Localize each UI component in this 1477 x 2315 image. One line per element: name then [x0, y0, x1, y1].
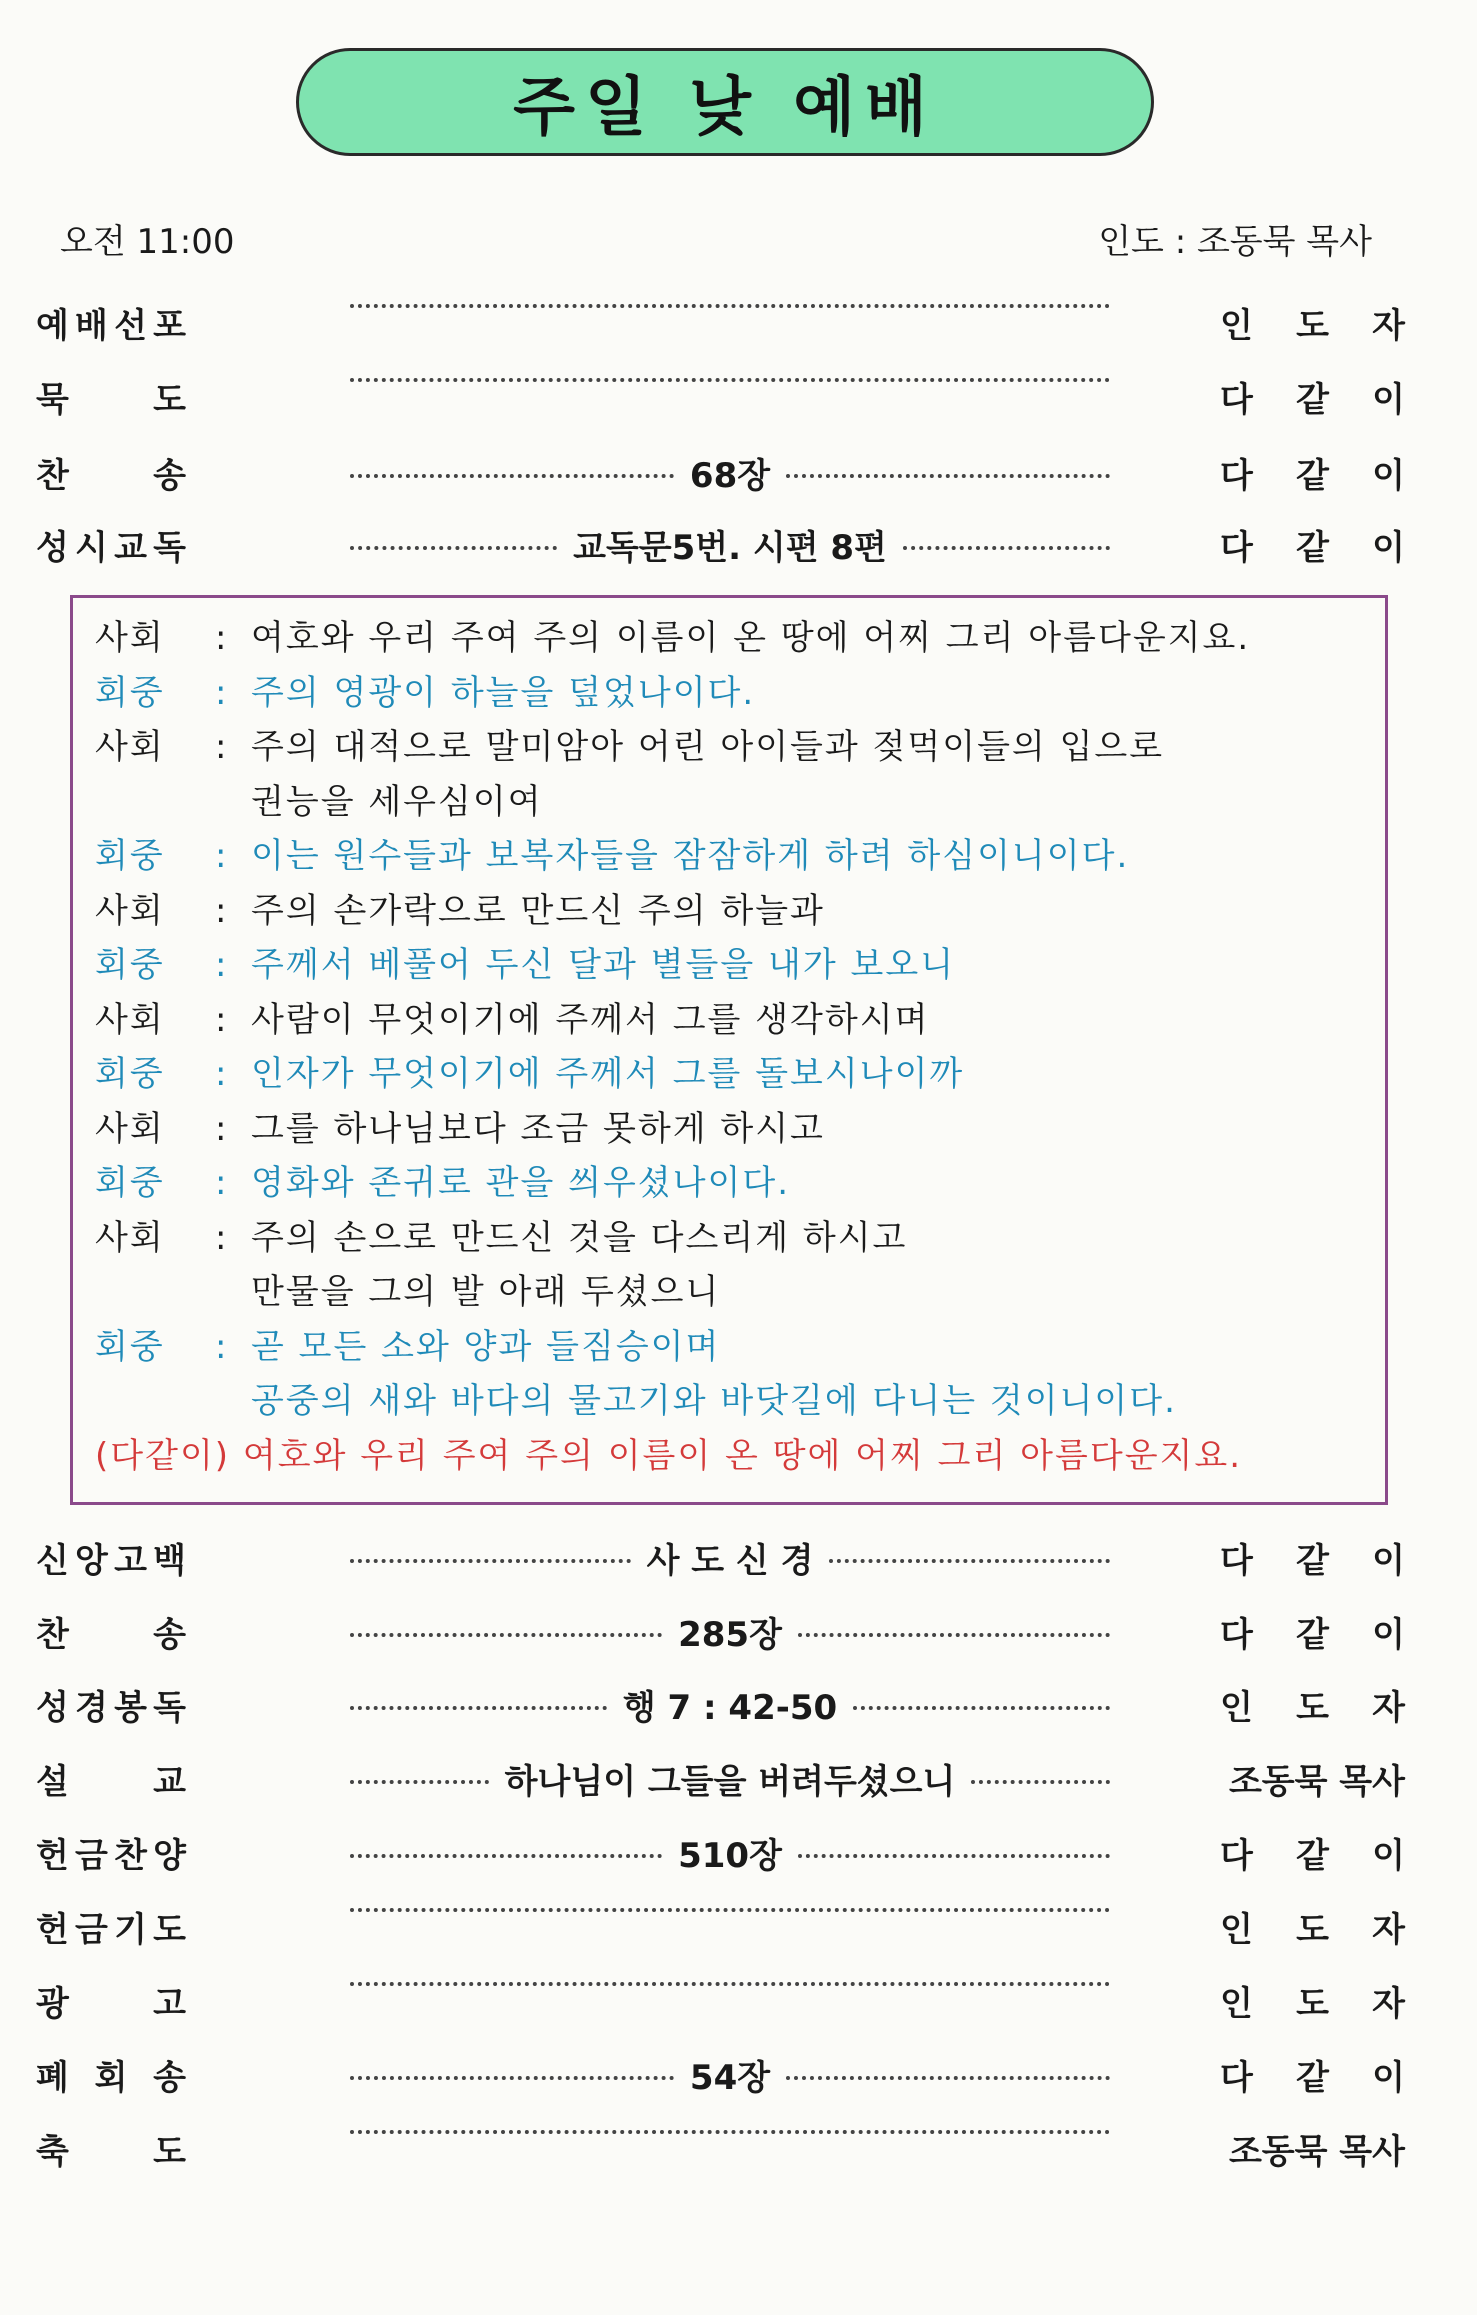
order-who	[1220, 520, 1405, 569]
order-who-char: 자	[1372, 1688, 1405, 1728]
page-title: 주일 낮 예배	[513, 71, 937, 145]
dot-leader	[350, 1854, 662, 1858]
order-leaders	[350, 1607, 1110, 1656]
order-item	[0, 372, 1477, 422]
order-who	[1220, 372, 1405, 421]
reading-text: 권능을 세우심이여	[251, 781, 543, 822]
order-who	[1220, 1680, 1405, 1729]
service-time: 오전 11:00	[60, 222, 235, 262]
order-who-char: 자	[1372, 1910, 1405, 1950]
leader-line	[95, 610, 1250, 660]
order-leaders	[350, 372, 1110, 382]
dot-leader	[350, 2130, 1110, 2134]
order-who-char: 이	[1372, 528, 1405, 568]
order-leaders	[350, 1680, 1110, 1729]
order-label-char: 봉	[114, 1688, 147, 1728]
dot-leader	[829, 1559, 1110, 1563]
order-who-char: 같	[1296, 1541, 1329, 1581]
order-who	[1220, 1533, 1405, 1582]
service-header	[0, 214, 1477, 264]
order-who-char: 도	[1296, 1688, 1329, 1728]
unison-line	[95, 1428, 1242, 1478]
congregation-line	[95, 1319, 720, 1369]
order-who-char: 같	[1296, 528, 1329, 568]
dot-leader	[350, 1559, 631, 1563]
responsive-reading-box	[70, 595, 1388, 1505]
speaker-colon: :	[215, 1108, 229, 1149]
order-label-char: 성	[36, 528, 69, 568]
order-detail: 교독문5번. 시편 8편	[573, 528, 887, 568]
order-label-char: 도	[153, 1910, 186, 1950]
order-who-char: 이	[1372, 456, 1405, 496]
order-label	[36, 2124, 186, 2173]
reading-text: 주의 대적으로 말미암아 어린 아이들과 젖먹이들의 입으로	[251, 727, 1165, 767]
speaker-colon: :	[215, 618, 229, 658]
order-item	[0, 1680, 1477, 1730]
order-detail: 68장	[689, 456, 771, 496]
reading-text: 주께서 베풀어 두신 달과 별들을 내가 보오니	[251, 945, 956, 985]
order-item	[0, 1607, 1477, 1657]
order-who-char: 이	[1372, 1541, 1405, 1581]
order-label-char: 광	[36, 1984, 69, 2024]
congregation-line	[95, 828, 1129, 878]
speaker-colon: :	[215, 945, 229, 985]
speaker-label: 사회	[95, 727, 165, 767]
order-leaders	[350, 298, 1110, 308]
order-item	[0, 520, 1477, 570]
order-detail: 사 도 신 경	[646, 1541, 814, 1581]
order-label	[36, 298, 186, 347]
reading-text: 그를 하나님보다 조금 못하게 하시고	[251, 1108, 825, 1149]
congregation-line	[95, 1155, 790, 1205]
order-item	[0, 2050, 1477, 2100]
order-who	[1220, 2050, 1405, 2099]
dot-leader	[350, 1706, 607, 1710]
order-who-char: 같	[1296, 1836, 1329, 1876]
dot-leader	[903, 546, 1110, 550]
congregation-line	[95, 665, 755, 715]
order-detail: 54장	[689, 2058, 771, 2098]
order-who-char: 인	[1220, 1984, 1253, 2024]
order-label-char: 예	[36, 306, 69, 346]
order-item	[0, 1533, 1477, 1583]
reading-text: 주의 영광이 하늘을 덮었나이다.	[251, 672, 756, 713]
speaker-label: 사회	[95, 999, 165, 1040]
congregation-line	[95, 1373, 1177, 1423]
order-label-char: 고	[114, 1541, 147, 1581]
speaker-colon: :	[215, 890, 229, 931]
dot-leader	[786, 2076, 1110, 2080]
order-who-char: 이	[1372, 2058, 1405, 2098]
order-item	[0, 448, 1477, 498]
order-label	[36, 1533, 186, 1582]
order-label-char: 선	[114, 306, 147, 346]
order-leaders	[350, 1533, 1110, 1582]
order-label-char: 찬	[36, 456, 69, 496]
speaker-label: 사회	[95, 1217, 165, 1258]
order-who-char: 자	[1372, 306, 1405, 346]
order-label-char: 독	[153, 528, 186, 568]
order-label-char: 송	[153, 2058, 186, 2098]
speaker-colon: :	[215, 672, 229, 713]
order-label	[36, 1680, 186, 1729]
order-label-char: 묵	[36, 380, 69, 420]
order-label-char: 축	[36, 2132, 69, 2172]
order-label-char: 교	[153, 1762, 186, 1802]
order-label-char: 독	[153, 1688, 186, 1728]
reading-text: 사람이 무엇이기에 주께서 그를 생각하시며	[251, 999, 930, 1040]
speaker-label: 사회	[95, 890, 165, 931]
order-item	[0, 1976, 1477, 2026]
order-who-char: 같	[1296, 380, 1329, 420]
order-label-char: 포	[153, 306, 186, 346]
order-item	[0, 1902, 1477, 1952]
order-who-char: 이	[1372, 1615, 1405, 1655]
order-who-char: 자	[1372, 1984, 1405, 2024]
speaker-colon: :	[215, 1217, 229, 1258]
dot-leader	[350, 378, 1110, 382]
order-who	[1220, 1828, 1405, 1877]
speaker-label: 회중	[95, 836, 165, 876]
order-leaders	[350, 448, 1110, 497]
reading-text: 인자가 무엇이기에 주께서 그를 돌보시나이까	[251, 1054, 965, 1094]
order-who-char: 이	[1372, 380, 1405, 420]
dot-leader	[786, 474, 1110, 478]
order-label-char: 성	[36, 1688, 69, 1728]
order-label-char: 송	[153, 1615, 186, 1655]
order-item	[0, 1754, 1477, 1804]
order-label-char: 회	[94, 2058, 128, 2098]
order-label-char: 백	[153, 1541, 186, 1581]
order-label-char: 폐	[36, 2058, 69, 2098]
leader-line	[95, 774, 543, 824]
order-label-char: 송	[153, 456, 186, 496]
order-who: 조동묵 목사	[1228, 1762, 1405, 1802]
order-who-char: 다	[1220, 456, 1253, 496]
order-label-char: 고	[153, 1984, 186, 2024]
order-label	[36, 520, 186, 569]
speaker-colon: :	[215, 1163, 229, 1203]
order-leaders	[350, 1828, 1110, 1877]
dot-leader	[798, 1854, 1110, 1858]
order-label	[36, 1902, 186, 1951]
order-label-char: 금	[75, 1910, 108, 1950]
leader-line	[95, 1101, 825, 1151]
order-who-char: 다	[1220, 2058, 1253, 2098]
order-who-char: 도	[1296, 1910, 1329, 1950]
order-label-char: 찬	[36, 1615, 69, 1655]
speaker-label: (다같이)	[95, 1435, 243, 1476]
leader-line	[95, 992, 929, 1042]
order-label-char: 헌	[36, 1836, 69, 1876]
order-label-char: 앙	[75, 1541, 108, 1581]
order-label-char: 시	[75, 528, 108, 568]
order-label-char: 배	[75, 306, 108, 346]
congregation-line	[95, 937, 955, 987]
leader-line	[95, 719, 1164, 769]
reading-text: 영화와 존귀로 관을 씌우셨나이다.	[251, 1163, 791, 1203]
order-detail: 행 7 : 42-50	[622, 1688, 838, 1728]
leader-line	[95, 1210, 907, 1260]
order-label-char: 양	[153, 1836, 186, 1876]
order-item	[0, 2124, 1477, 2174]
dot-leader	[853, 1706, 1110, 1710]
order-who-char: 도	[1296, 306, 1329, 346]
order-label	[36, 1976, 186, 2025]
dot-leader	[350, 474, 674, 478]
order-label-char: 신	[36, 1541, 69, 1581]
speaker-colon: :	[215, 1326, 229, 1367]
speaker-colon: :	[215, 836, 229, 876]
order-who-char: 인	[1220, 1688, 1253, 1728]
order-who-char: 다	[1220, 380, 1253, 420]
order-label-char: 도	[153, 380, 186, 420]
dot-leader	[350, 2076, 674, 2080]
order-who	[1220, 448, 1405, 497]
speaker-label: 회중	[95, 672, 165, 713]
order-detail: 하나님이 그들을 버려두셨으니	[504, 1762, 956, 1802]
order-label	[36, 448, 186, 497]
order-who-char: 같	[1296, 2058, 1329, 2098]
reading-text: 여호와 우리 주여 주의 이름이 온 땅에 어찌 그리 아름다운지요.	[242, 1435, 1243, 1476]
dot-leader	[350, 1780, 489, 1784]
order-who	[1220, 1607, 1405, 1656]
order-who	[1220, 1902, 1405, 1951]
order-leaders	[350, 1754, 1110, 1803]
speaker-label: 회중	[95, 1054, 165, 1094]
leader-line	[95, 1264, 720, 1314]
order-label-char: 경	[75, 1688, 108, 1728]
speaker-colon: :	[215, 727, 229, 767]
title-banner	[296, 48, 1154, 156]
order-detail: 285장	[678, 1615, 782, 1655]
service-leader: 인도 : 조동묵 목사	[1098, 222, 1372, 262]
reading-text: 만물을 그의 발 아래 두셨으니	[251, 1272, 721, 1312]
speaker-label: 회중	[95, 1163, 165, 1203]
order-item	[0, 298, 1477, 348]
order-who-char: 다	[1220, 1541, 1253, 1581]
order-label-char: 기	[114, 1910, 147, 1950]
dot-leader	[971, 1780, 1110, 1784]
order-who	[1220, 298, 1405, 347]
order-who-char: 도	[1296, 1984, 1329, 2024]
order-leaders	[350, 520, 1110, 569]
order-leaders	[350, 2124, 1110, 2134]
congregation-line	[95, 1046, 964, 1096]
reading-text: 공중의 새와 바다의 물고기와 바닷길에 다니는 것이니이다.	[251, 1381, 1177, 1421]
order-leaders	[350, 1902, 1110, 1912]
order-who-char: 인	[1220, 306, 1253, 346]
dot-leader	[350, 1633, 662, 1637]
speaker-label: 회중	[95, 945, 165, 985]
order-leaders	[350, 1976, 1110, 1986]
reading-text: 여호와 우리 주여 주의 이름이 온 땅에 어찌 그리 아름다운지요.	[251, 618, 1251, 658]
order-detail: 510장	[678, 1836, 782, 1876]
order-who: 조동묵 목사	[1228, 2132, 1405, 2172]
leader-line	[95, 883, 825, 933]
dot-leader	[350, 1908, 1110, 1912]
order-label	[36, 1754, 186, 1803]
order-label-char: 찬	[114, 1836, 147, 1876]
dot-leader	[350, 546, 557, 550]
order-label	[36, 1607, 186, 1656]
dot-leader	[350, 1982, 1110, 1986]
order-who	[1220, 1976, 1405, 2025]
speaker-label: 회중	[95, 1326, 165, 1367]
order-who-char: 같	[1296, 1615, 1329, 1655]
speaker-label: 사회	[95, 618, 165, 658]
order-label	[36, 372, 186, 421]
dot-leader	[350, 304, 1110, 308]
order-label-char: 금	[75, 1836, 108, 1876]
order-label-char: 설	[36, 1762, 69, 1802]
reading-text: 주의 손으로 만드신 것을 다스리게 하시고	[251, 1217, 908, 1258]
speaker-colon: :	[215, 1054, 229, 1094]
order-who-char: 다	[1220, 1836, 1253, 1876]
order-label-char: 도	[153, 2132, 186, 2172]
reading-text: 이는 원수들과 보복자들을 잠잠하게 하려 하심이니이다.	[251, 836, 1130, 876]
order-who-char: 다	[1220, 528, 1253, 568]
speaker-label: 사회	[95, 1108, 165, 1149]
order-label-char: 교	[114, 528, 147, 568]
reading-text: 주의 손가락으로 만드신 주의 하늘과	[251, 890, 825, 931]
order-label-char: 헌	[36, 1910, 69, 1950]
order-leaders	[350, 2050, 1110, 2099]
order-label	[36, 2050, 186, 2099]
speaker-colon: :	[215, 999, 229, 1040]
order-item	[0, 1828, 1477, 1878]
order-who-char: 인	[1220, 1910, 1253, 1950]
order-label	[36, 1828, 186, 1877]
order-who-char: 이	[1372, 1836, 1405, 1876]
order-who-char: 같	[1296, 456, 1329, 496]
dot-leader	[798, 1633, 1110, 1637]
reading-text: 곧 모든 소와 양과 들짐승이며	[251, 1326, 721, 1367]
order-who-char: 다	[1220, 1615, 1253, 1655]
